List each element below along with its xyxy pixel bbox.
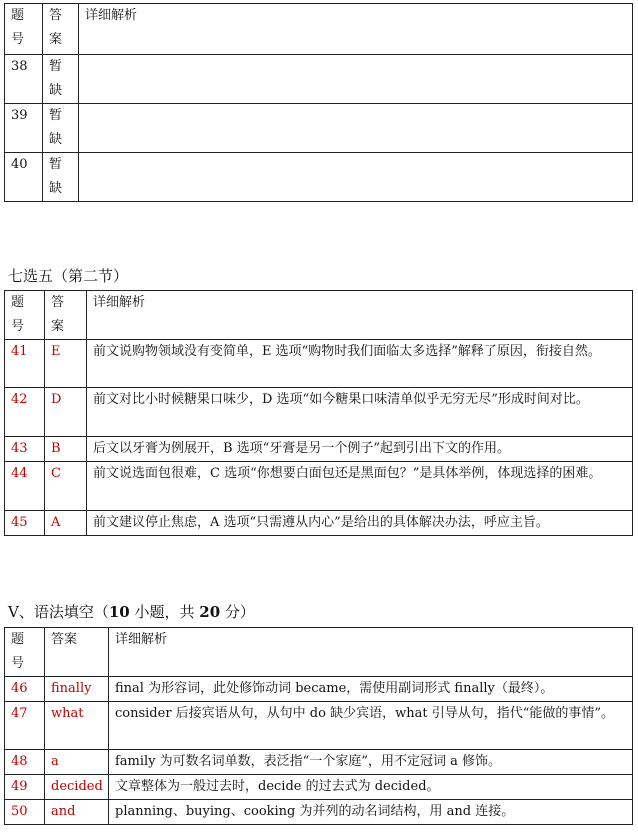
table-row	[5, 800, 633, 825]
row-ans: a	[45, 750, 109, 775]
table-row	[5, 104, 633, 153]
row-ans: B	[45, 437, 87, 462]
header-num: 题号	[5, 291, 45, 340]
row-exp: 后文以牙膏为例展开，B 选项“牙膏是另一个例子”起到引出下文的作用。	[87, 437, 633, 462]
row-ans: D	[45, 388, 87, 437]
row-num: 40	[5, 153, 43, 202]
table-section-2	[4, 290, 633, 536]
row-num: 49	[5, 775, 45, 800]
table-row	[5, 388, 633, 437]
row-ans: 暂缺	[43, 104, 79, 153]
table-row	[5, 462, 633, 511]
row-exp: final 为形容词，此处修饰动词 became，需使用副词形式 finally（最终）。	[109, 677, 633, 702]
table-row	[5, 340, 633, 388]
table-header-row	[5, 291, 633, 340]
row-num: 46	[5, 677, 45, 702]
row-ans: what	[45, 702, 109, 750]
section-3-title-suffix: 分）	[220, 603, 255, 621]
section-3-title-count: 10	[108, 603, 130, 621]
section-3-title-mid: 小题，共	[129, 603, 200, 621]
header-num: 题号	[5, 628, 45, 677]
table-row	[5, 55, 633, 104]
row-num: 45	[5, 511, 45, 536]
header-exp: 详细解析	[87, 291, 633, 340]
row-exp: 前文建议停止焦虑，A 选项“只需遵从内心”是给出的具体解决办法，呼应主旨。	[87, 511, 633, 536]
header-num: 题号	[5, 4, 43, 55]
row-ans: 暂缺	[43, 153, 79, 202]
table-header-row	[5, 4, 633, 55]
table-section-3	[4, 627, 633, 825]
row-ans: C	[45, 462, 87, 511]
row-num: 41	[5, 340, 45, 388]
section-3-title-score: 20	[199, 603, 221, 621]
table-row	[5, 702, 633, 750]
header-exp: 详细解析	[109, 628, 633, 677]
row-num: 50	[5, 800, 45, 825]
table-row	[5, 775, 633, 800]
header-ans: 答案	[45, 291, 87, 340]
section-2-title: 七选五（第二节）	[8, 267, 129, 285]
row-exp: family 为可数名词单数，表泛指“一个家庭”，用不定冠词 a 修饰。	[109, 750, 633, 775]
section-3-title	[8, 601, 255, 622]
table-row	[5, 750, 633, 775]
row-num: 47	[5, 702, 45, 750]
table-row	[5, 437, 633, 462]
row-exp	[79, 153, 633, 202]
row-exp: planning、buying、cooking 为并列的动名词结构，用 and 连接。	[109, 800, 633, 825]
table-section-1	[4, 3, 633, 202]
row-exp: 前文说购物领域没有变简单，E 选项“购物时我们面临太多选择”解释了原因，衔接自然。	[87, 340, 633, 388]
table-row	[5, 511, 633, 536]
row-num: 44	[5, 462, 45, 511]
row-ans: E	[45, 340, 87, 388]
table-row	[5, 677, 633, 702]
row-exp	[79, 55, 633, 104]
row-num: 42	[5, 388, 45, 437]
row-exp: 前文说选面包很难，C 选项“你想要白面包还是黑面包？”是具体举例，体现选择的困难。	[87, 462, 633, 511]
row-ans: finally	[45, 677, 109, 702]
row-num: 43	[5, 437, 45, 462]
row-num: 38	[5, 55, 43, 104]
section-3-title-prefix: V、语法填空（	[8, 603, 109, 621]
header-exp: 详细解析	[79, 4, 633, 55]
row-exp: 前文对比小时候糖果口味少，D 选项“如今糖果口味清单似乎无穷无尽”形成时间对比。	[87, 388, 633, 437]
row-ans: 暂缺	[43, 55, 79, 104]
row-num: 48	[5, 750, 45, 775]
row-exp: 文章整体为一般过去时，decide 的过去式为 decided。	[109, 775, 633, 800]
row-num: 39	[5, 104, 43, 153]
table-header-row	[5, 628, 633, 677]
header-ans: 答案	[43, 4, 79, 55]
header-ans: 答案	[45, 628, 109, 677]
row-exp	[79, 104, 633, 153]
row-ans: decided	[45, 775, 109, 800]
row-ans: A	[45, 511, 87, 536]
table-row	[5, 153, 633, 202]
row-ans: and	[45, 800, 109, 825]
row-exp: consider 后接宾语从句，从句中 do 缺少宾语，what 引导从句，指代“能做的事情”。	[109, 702, 633, 750]
